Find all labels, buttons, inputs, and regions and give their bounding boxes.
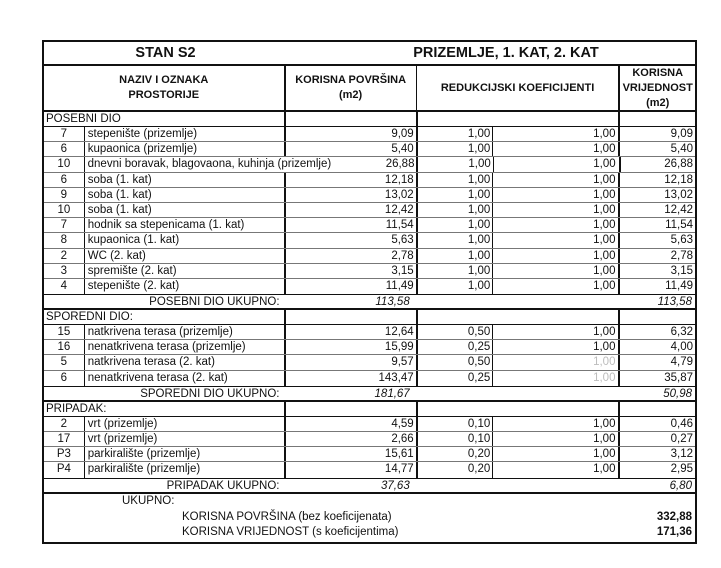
room-name: soba (1. kat) [84,173,284,187]
coef-2: 1,00 [492,462,618,477]
room-area: 3,15 [284,264,416,278]
room-value: 11,49 [618,279,695,294]
room-number: 15 [57,326,71,339]
room-name: nenatkrivena terasa (prizemlje) [84,340,284,354]
table-row [44,188,695,203]
coef-2: 1,00 [492,249,618,263]
room-value: 4,00 [618,340,695,354]
room-area: 11,49 [284,279,416,294]
room-area: 9,57 [284,355,416,369]
table-row [44,173,695,188]
section-total-gap [416,387,619,400]
coef-2: 1,00 [492,355,618,369]
area-table [42,40,697,544]
coef-2: 1,00 [492,371,618,386]
table-row [44,218,695,233]
coef-1: 0,50 [416,325,493,339]
room-number: 2 [60,417,68,430]
coef-1: 1,00 [416,264,493,278]
col-header-name [44,66,284,110]
room-value: 3,12 [618,447,695,461]
section-label: POSEBNI DIO [46,113,121,125]
room-number: 8 [60,234,68,247]
room-name: kupaonica (1. kat) [84,233,284,247]
section-total-value: 113,58 [657,296,692,309]
summary-block [44,494,695,542]
table-row [44,371,695,386]
section-area-cell [284,402,416,416]
col-header-name-line1: NAZIV I OZNAKA [119,74,209,86]
room-name: kupaonica (prizemlje) [84,142,284,156]
coef-1: 1,00 [416,279,493,294]
room-name: natkrivena terasa (2. kat) [84,355,284,369]
coef-1: 0,10 [416,417,493,431]
table-row [44,325,695,340]
room-name: parkiralište (prizemlje) [84,447,284,461]
room-number: 17 [57,433,71,445]
room-area: 5,40 [284,142,416,156]
room-number: P3 [56,448,71,461]
room-number: 16 [57,341,71,354]
room-area: 4,59 [284,417,416,431]
coef-2: 1,00 [492,432,618,446]
section-label: SPOREDNI DIO: [46,311,133,324]
section-total-gap [416,295,619,308]
section-total-value: 50,98 [663,387,692,400]
room-value: 12,18 [618,173,695,187]
coef-1: 1,00 [416,249,493,263]
table-row [44,233,695,248]
room-value: 0,27 [618,432,695,446]
table-row [44,447,695,462]
room-area: 11,54 [284,218,416,232]
room-name: vrt (prizemlje) [84,432,284,446]
section-header-row [44,310,695,325]
room-value: 5,63 [618,233,695,247]
section-coef-cell [416,310,619,324]
title-row [44,42,695,66]
section-total-row [44,478,695,494]
room-name: dnevni boravak, blagovaona, kuhinja (prizemlje) [84,157,285,171]
section-value-cell [618,402,695,416]
section-label: PRIPADAK: [46,402,107,415]
summary-area-label: KORISNA POVRŠINA (bez koeficijenata) [182,510,392,523]
section-coef-cell [416,402,619,416]
coef-1: 1,00 [416,203,493,217]
room-number: P4 [56,463,71,476]
coef-2: 1,00 [492,447,618,461]
room-name: natkrivena terasa (prizemlje) [84,325,284,339]
coef-2: 1,00 [492,279,618,294]
room-value: 11,54 [618,218,695,232]
summary-value-value: 171,36 [656,525,692,538]
table-body [44,112,695,494]
room-name: stepenište (2. kat) [84,279,284,294]
section-header-row [44,402,695,417]
unit-title: STAN S2 [135,45,196,61]
section-coef-cell [416,112,619,126]
coef-2: 1,00 [492,142,618,156]
room-area: 12,18 [284,173,416,187]
column-header-row [44,66,695,112]
section-area-cell [284,310,416,324]
table-row [44,432,695,447]
room-area: 26,88 [385,158,415,171]
room-area: 2,78 [284,249,416,263]
room-area: 14,77 [284,462,416,477]
section-header-row [44,112,695,127]
coef-1: 1,00 [416,142,493,156]
room-number: 7 [60,128,68,140]
section-total-label: SPOREDNI DIO UKUPNO: [140,387,280,400]
room-area: 13,02 [284,188,416,202]
room-value: 2,78 [618,249,695,263]
table-row [44,279,695,294]
room-number: 5 [60,356,68,369]
coef-2: 1,00 [492,218,618,232]
room-name: spremište (2. kat) [84,264,284,278]
section-area-cell [284,112,416,126]
section-value-cell [618,112,695,126]
room-number: 6 [60,143,68,156]
table-row [44,142,695,157]
coef-1: 0,25 [416,371,493,386]
coef-2: 1,00 [492,203,618,217]
coef-1: 0,20 [416,462,493,477]
coef-1: 0,10 [416,432,493,446]
coef-1: 0,50 [416,355,493,369]
room-value: 12,42 [618,203,695,217]
section-total-gap [416,479,619,492]
table-row [44,249,695,264]
summary-area-value: 332,88 [656,510,692,523]
section-total-value: 6,80 [669,479,692,492]
coef-2: 1,00 [492,417,618,431]
room-name: hodnik sa stepenicama (1. kat) [84,218,284,232]
room-number: 3 [60,264,68,277]
col-header-value [618,66,695,110]
room-area: 2,66 [284,432,416,446]
room-number: 6 [60,371,68,384]
coef-2: 1,00 [493,157,619,171]
room-name: stepenište (prizemlje) [84,127,284,141]
room-value: 35,87 [618,371,695,386]
room-name: WC (2. kat) [84,249,284,263]
col-header-value-line2: VRIJEDNOST [622,81,693,94]
section-total-label: POSEBNI DIO UKUPNO: [149,296,280,309]
table-row [44,417,695,432]
room-number: 6 [60,173,68,186]
room-name: soba (1. kat) [84,188,284,202]
section-total-area: 37,63 [380,479,410,492]
room-value: 4,79 [618,355,695,369]
coef-2: 1,00 [492,325,618,339]
coef-1: 0,20 [416,447,493,461]
room-area: 15,61 [284,447,416,461]
section-total-row [44,386,695,402]
coef-2: 1,00 [492,340,618,354]
room-value: 0,46 [618,417,695,431]
section-total-area: 113,58 [375,296,410,309]
room-area: 12,42 [284,203,416,217]
room-number: 7 [60,219,68,232]
coef-1: 1,00 [416,233,493,247]
room-value: 13,02 [618,188,695,202]
room-number: 10 [57,158,71,171]
col-header-name-line2: PROSTORIJE [128,89,200,101]
col-header-area: KORISNA POVRŠINA (m2) [284,66,416,110]
section-total-row [44,294,695,310]
table-row [44,203,695,218]
room-value: 6,32 [618,325,695,339]
room-area: 5,63 [284,233,416,247]
room-name: nenatkrivena terasa (2. kat) [84,371,284,386]
coef-1: 1,00 [416,173,493,187]
room-value: 5,40 [618,142,695,156]
room-number: 9 [60,188,68,201]
table-row [44,462,695,477]
col-header-coef: REDUKCIJSKI KOEFICIJENTI [416,66,619,110]
room-value: 2,95 [618,462,695,477]
room-name: soba (1. kat) [84,203,284,217]
coef-2: 1,00 [492,233,618,247]
coef-1: 1,00 [416,157,492,171]
col-header-value-line3: (m2) [646,96,670,109]
table-row [44,355,695,370]
room-value: 9,09 [618,127,695,141]
room-number: 2 [60,249,68,262]
table-row [44,157,695,172]
room-number: 4 [60,279,68,292]
section-value-cell [618,310,695,324]
room-area: 143,47 [284,371,416,386]
summary-label: UKUPNO: [122,494,175,507]
coef-1: 1,00 [416,218,493,232]
room-number: 10 [57,203,71,216]
room-value: 3,15 [618,264,695,278]
room-area: 12,64 [284,325,416,339]
col-header-value-line1: KORISNA [632,66,684,79]
coef-1: 0,25 [416,340,493,354]
section-total-area: 181,67 [374,387,410,400]
coef-2: 1,00 [492,173,618,187]
table-row [44,340,695,355]
room-area: 9,09 [284,127,416,141]
summary-value-label: KORISNA VRIJEDNOST (s koeficijentima) [182,525,399,538]
coef-2: 1,00 [492,188,618,202]
coef-2: 1,00 [492,127,618,141]
table-row [44,264,695,279]
room-area: 15,99 [284,340,416,354]
coef-1: 1,00 [416,127,493,141]
room-name: parkiralište (prizemlje) [84,462,284,477]
room-name: vrt (prizemlje) [84,417,284,431]
room-value: 26,88 [619,157,695,171]
floors-title: PRIZEMLJE, 1. KAT, 2. KAT [413,45,599,61]
table-row [44,127,695,142]
coef-2: 1,00 [492,264,618,278]
coef-1: 1,00 [416,188,493,202]
section-total-label: PRIPADAK UKUPNO: [166,479,280,492]
